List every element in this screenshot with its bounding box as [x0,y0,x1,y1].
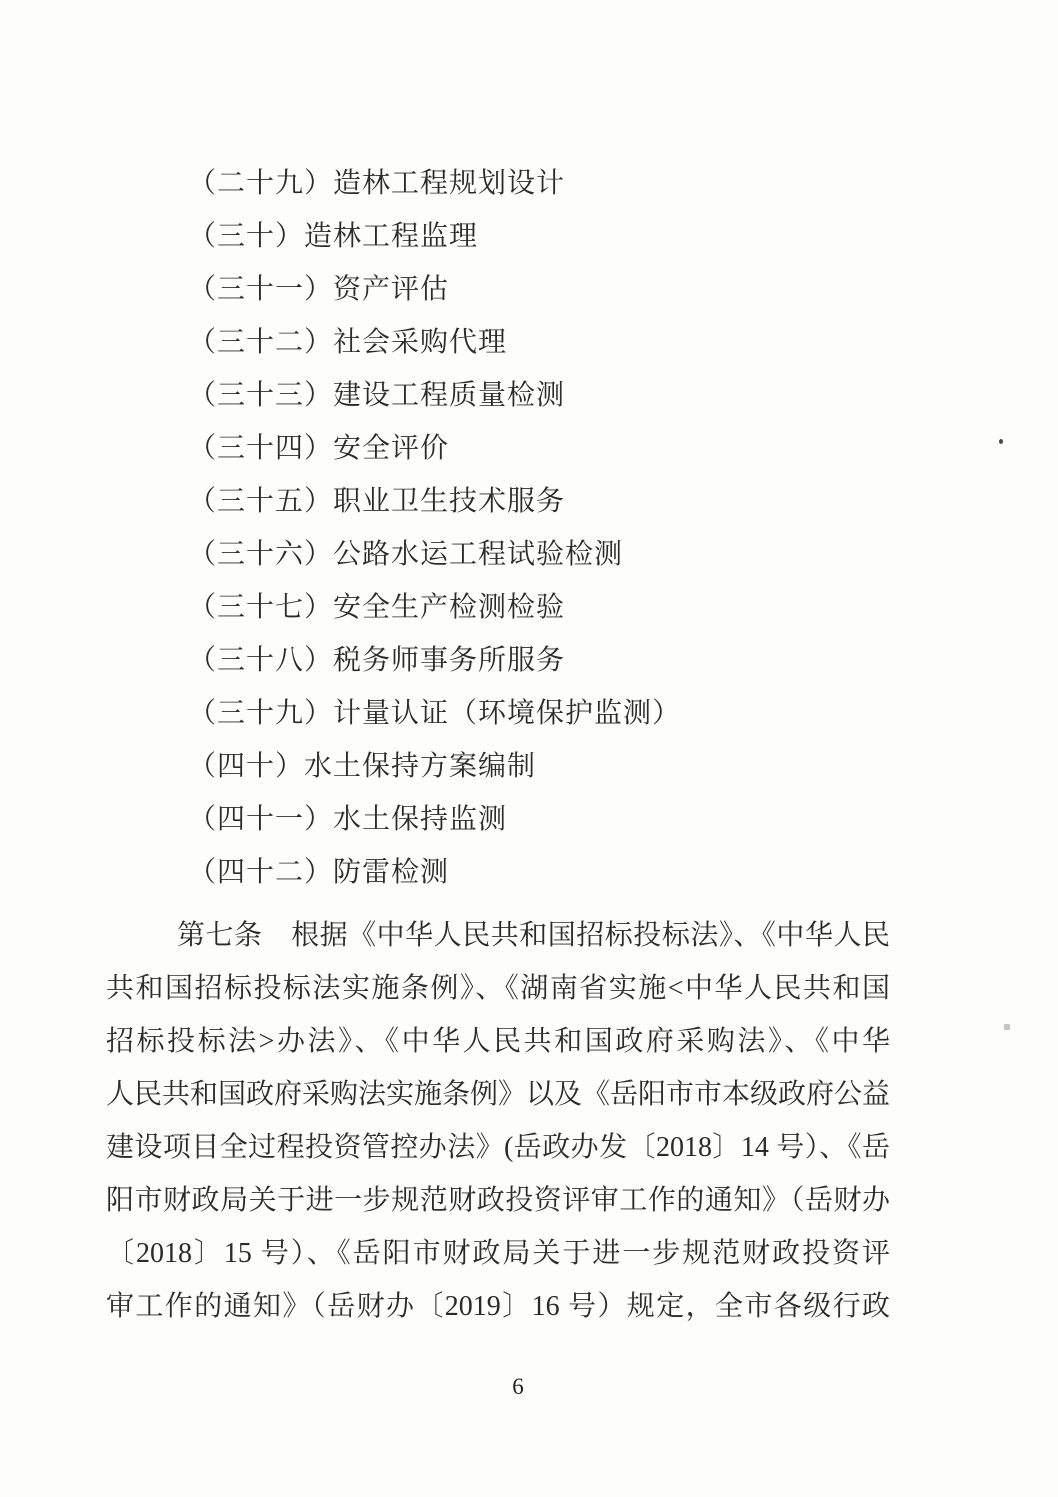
list-item: （三十九）计量认证（环境保护监测） [188,698,682,729]
list-item: （三十三）建设工程质量检测 [188,380,566,411]
paragraph-line: 招标投标法>办法》、《中华人民共和国政府采购法》、《中华 [106,1026,890,1057]
list-item: （三十）造林工程监理 [188,221,479,252]
article-seven-paragraph [106,909,890,1333]
list-item: （三十四）安全评价 [188,433,450,464]
paragraph-line: 〔2018〕15 号）、《岳阳市财政局关于进一步规范财政投资评 [106,1238,890,1269]
list-item: （四十一）水土保持监测 [188,804,508,835]
list-item: （三十二）社会采购代理 [188,327,508,358]
list-item: （三十八）税务师事务所服务 [188,645,566,676]
list-item: （三十五）职业卫生技术服务 [188,486,566,517]
list-item: （三十六）公路水运工程试验检测 [188,539,624,570]
list-item: （三十七）安全生产检测检验 [188,592,566,623]
paragraph-line: 共和国招标投标法实施条例》、《湖南省实施<中华人民共和国 [106,973,890,1004]
scan-artifact-speck [999,439,1003,444]
paragraph-line: 阳市财政局关于进一步规范财政投资评审工作的通知》（岳财办 [106,1185,890,1216]
service-category-list [106,157,890,899]
list-item: （四十二）防雷检测 [188,857,450,888]
list-item: （二十九）造林工程规划设计 [188,168,566,199]
scan-artifact-speck [1004,1024,1010,1030]
paragraph-line: 建设项目全过程投资管控办法》(岳政办发〔2018〕14 号）、《岳 [106,1132,890,1163]
list-item: （三十一）资产评估 [188,274,450,305]
page-number: 6 [512,1374,524,1399]
list-item: （四十）水土保持方案编制 [188,751,537,782]
paragraph-line: 第七条 根据《中华人民共和国招标投标法》、《中华人民 [177,920,890,951]
paragraph-line: 人民共和国政府采购法实施条例》以及《岳阳市市本级政府公益 [106,1079,890,1110]
document-body [106,157,890,1333]
paragraph-line: 审工作的通知》（岳财办〔2019〕16 号）规定，全市各级行政 [106,1291,890,1322]
